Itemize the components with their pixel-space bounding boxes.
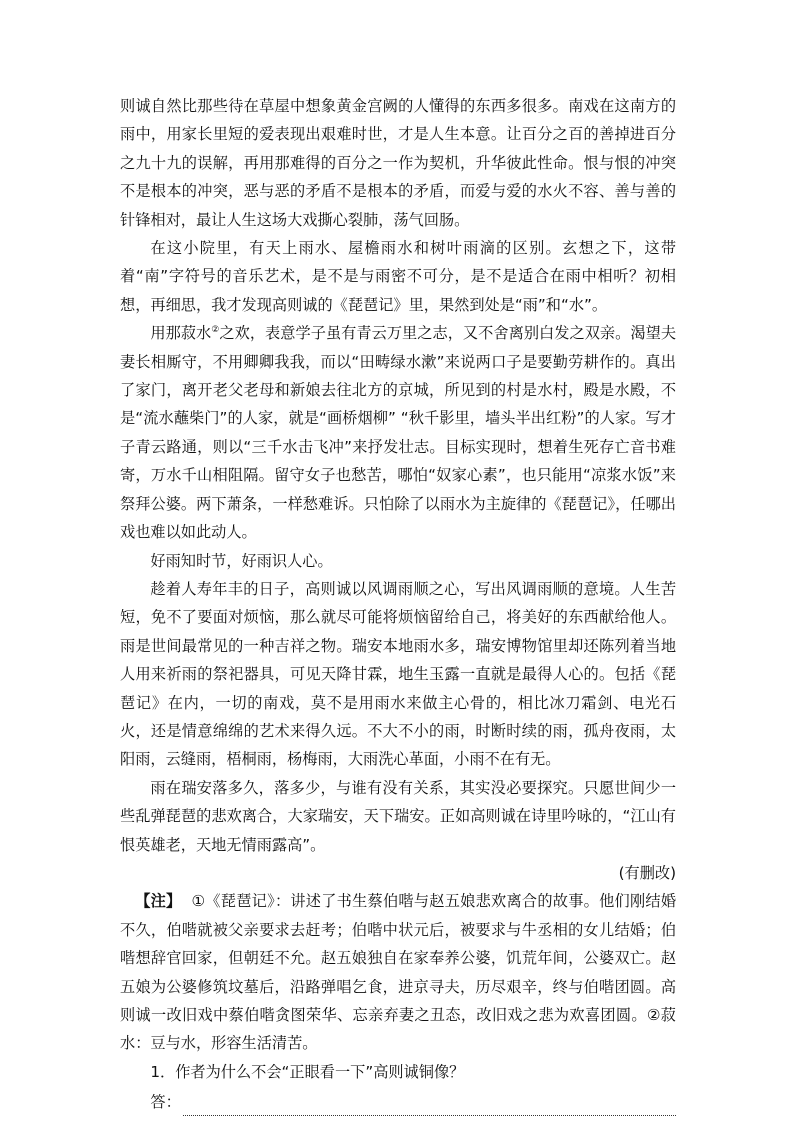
- annotation-tag: 【注】: [135, 892, 182, 911]
- paragraph-5: 趁着人寿年丰的日子，高则诚以风调雨顺之心，写出风调雨顺的意境。人生苦短，免不了要面对烦恼，那么就尽可能将烦恼留给自己，将美好的东西献给他人。雨是世间最常见的一种吉祥之物。瑞安本地雨水多，瑞安博物馆里却还陈列着当地人用来祈雨的祭祀器具，可见天降甘霖，地生玉露一直就是最得人心的。包括《琵琶记》在内，一切的南戏，莫不是用雨水来做主心骨的，相比冰刀霜剑、电光石火，还是情意绵绵的艺术来得久远。不大不小的雨，时断时续的雨，孤舟夜雨，太阳雨，云缝雨，梧桐雨，杨梅雨，大雨洗心革面，小雨不在有无。: [120, 579, 676, 769]
- paragraph-1: 则诚自然比那些待在草屋中想象黄金宫阙的人懂得的东西多很多。南戏在这南方的雨中，用家长里短的爱表现出艰难时世，才是人生本意。让百分之百的善掉进百分之九十九的误解，再用那难得的百分之一作为契机，升华彼此性命。恨与恨的冲突不是根本的冲突，恶与恶的矛盾不是根本的矛盾，而爱与爱的水火不容、善与善的针锋相对，最让人生这场大戏撕心裂肺，荡气回肠。: [120, 97, 676, 229]
- paragraph-3-lead: 用那菽水: [150, 324, 212, 343]
- paragraph-2: 在这小院里，有天上雨水、屋檐雨水和树叶雨滴的区别。玄想之下，这带着“南”字符号的音乐艺术，是不是与雨密不可分，是不是适合在雨中相听？初相想，再细思，我才发现高则诚的《琵琶记》里，果然到处是“雨”和“水”。: [120, 239, 676, 314]
- annotation-text: ①《琵琶记》：讲述了书生蔡伯喈与赵五娘悲欢离合的故事。他们刚结婚不久，伯喈就被父亲要求去赶考；伯喈中状元后，被要求与牛丞相的女儿结婚；伯喈想辞官回家，但朝廷不允。赵五娘独自在家奉养公婆，饥荒年间，公婆双亡。赵五娘为公婆修筑坟墓后，沿路弹唱乞食，进京寻夫，历尽艰辛，终与伯喈团圆。高则诚一改旧戏中蔡伯喈贪图荣华、忘亲弃妻之丑态，改旧戏之悲为欢喜团圆。②菽水：豆与水，形容生活清苦。: [120, 892, 677, 1053]
- paragraph-3: [120, 319, 676, 546]
- paragraph-3-body: 之欢，表意学子虽有青云万里之志，又不舍离别白发之双亲。渴望夫妻长相厮守，不用卿卿我我，而以“田畴绿水漱”来说两口子是要勤劳耕作的。真出了家门，离开老父老母和新娘去往北方的京城，所见到的村是水村，殿是水殿，不是“流水蘸柴门”的人家，就是“画桥烟柳” “秋千影里，墙头半出红粉”的人家。写才子青云路通，则以“三千水击飞冲”来抒发壮志。目标实现时，想着生死存亡音书难寄，万水千山相阻隔。留守女子也愁苦，哪怕“奴家心素”，也只能用“凉浆水饭”来祭拜公婆。两下萧条，一样愁难诉。只怕除了以雨水为主旋律的《琵琶记》，任哪出戏也难以如此动人。: [120, 324, 677, 542]
- paragraph-6: 雨在瑞安落多久，落多少，与谁有没有关系，其实没必要探究。只愿世间少一些乱弹琵琶的悲欢离合，大家瑞安，天下瑞安。正如高则诚在诗里吟咏的，“江山有恨英雄老，天地无情雨露高”。: [120, 778, 676, 854]
- footnote-marker: ②: [211, 325, 220, 336]
- answer-label: 答：: [150, 1092, 181, 1111]
- annotation: [120, 887, 676, 1057]
- source-note: (有删改): [618, 863, 676, 882]
- answer-line[interactable]: [183, 1095, 676, 1116]
- question-1: 1．作者为什么不会“正眼看一下”高则诚铜像？: [150, 1062, 465, 1081]
- answer-row: [120, 1086, 676, 1116]
- paragraph-4: 好雨知时节，好雨识人心。: [150, 551, 333, 570]
